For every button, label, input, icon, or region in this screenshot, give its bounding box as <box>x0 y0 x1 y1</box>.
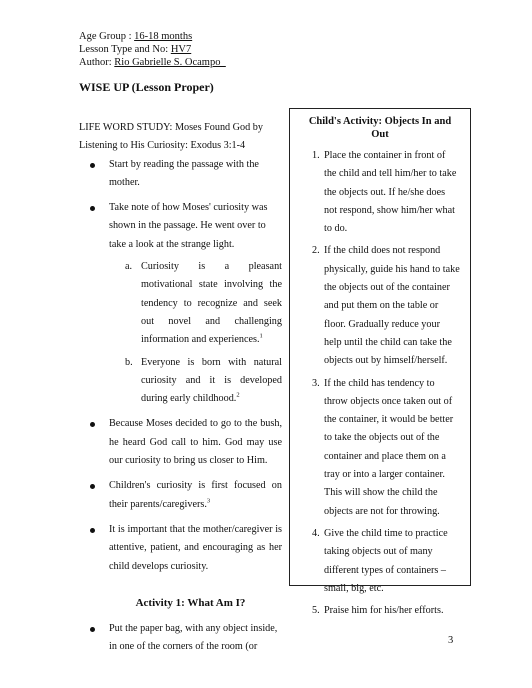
list-item: Children's curiosity is first focused on their parents/caregivers.$^3$ <box>79 477 282 514</box>
step-item: 1. Place the container in front of the child and tell him/her to take the objects out. If he/she does not respond, show him/her what to do. <box>312 150 457 235</box>
activity-steps <box>300 147 460 620</box>
author-value: Rio Gabrielle S. Ocampo_ <box>114 57 226 68</box>
bullet-icon <box>90 163 95 168</box>
lesson-type-line: Lesson Type and No: HV7 <box>79 44 192 55</box>
lesson-body <box>79 119 282 664</box>
step-item: 3. If the child has tendency to throw objects once taken out of the container, it would be better to take the objects out of the container and place them on a tray or into a larger container. This will show the child the objects are not for throwing. <box>312 377 454 517</box>
bullet-icon <box>90 422 95 427</box>
bullet-icon <box>90 627 95 632</box>
author-line: Author: Rio Gabrielle S. Ocampo_ <box>79 57 226 68</box>
age-group-value: 16-18 months <box>134 31 193 42</box>
lesson-bullets <box>79 156 282 576</box>
activity-bullets <box>79 620 282 657</box>
footnote-ref: 2 <box>236 391 240 399</box>
bullet-icon <box>90 206 95 211</box>
footnote-ref: 3 <box>206 497 211 505</box>
age-group-line: Age Group : 16-18 months <box>79 31 193 42</box>
childs-activity-box <box>289 108 471 617</box>
step-item: 4. Give the child time to practice taking objects out of many different types of containers – small, big, etc. <box>312 527 448 594</box>
sub-list <box>109 258 282 408</box>
lesson-header <box>79 30 226 69</box>
step-item: 5. Praise him for his/her efforts. <box>312 605 444 617</box>
step-item: 2. If the child does not respond physically, guide his hand to take the objects out of the container and put them on the table or floor. Gradually reduce your help until the child can take the objects out by himself/herself. <box>312 245 460 367</box>
sub-list-item: a. Curiosity is a pleasant motivational state involving the tendency to recognize and seek out novel and challenging information and experiences.$^1$ <box>125 261 282 346</box>
list-item: Take note of how Moses' curiosity was shown in the passage. He went over to take a look at the strange light. a. Curiosity is a pleasant motivational state involving the tendency to recognize and seek out novel and challenging information and experiences.$^1$ b. Everyone is born with natural curiosity and it is developed during early childhood.$^2$ <box>79 199 282 408</box>
box-title: Child's Activity: Objects In and Out <box>308 116 452 140</box>
list-item: Put the paper bag, with any object inside, in one of the corners of the room (or <box>79 620 282 657</box>
footnote-ref: 1 <box>259 332 263 340</box>
list-item: It is important that the mother/caregiver is attentive, patient, and encouraging as her child develops curiosity. <box>79 521 282 576</box>
list-item: Start by reading the passage with the mother. <box>79 156 282 193</box>
life-word-study: LIFE WORD STUDY: Moses Found God by Listening to His Curiosity: Exodus 3:1-4 <box>79 122 263 152</box>
bullet-icon <box>90 528 95 533</box>
activity-title: Activity 1: What Am I? <box>135 596 246 609</box>
page-number: 3 <box>448 635 454 646</box>
bullet-icon <box>90 484 95 489</box>
lesson-type-value: HV7 <box>170 44 192 55</box>
list-item: Because Moses decided to go to the bush, he heard God call to him. God may use our curiosity to bring us closer to Him. <box>79 415 282 470</box>
sub-list-item: b. Everyone is born with natural curiosity and it is developed during early childhood.$^2$ <box>125 356 282 405</box>
section-title: WISE UP (Lesson Proper) <box>79 80 214 94</box>
